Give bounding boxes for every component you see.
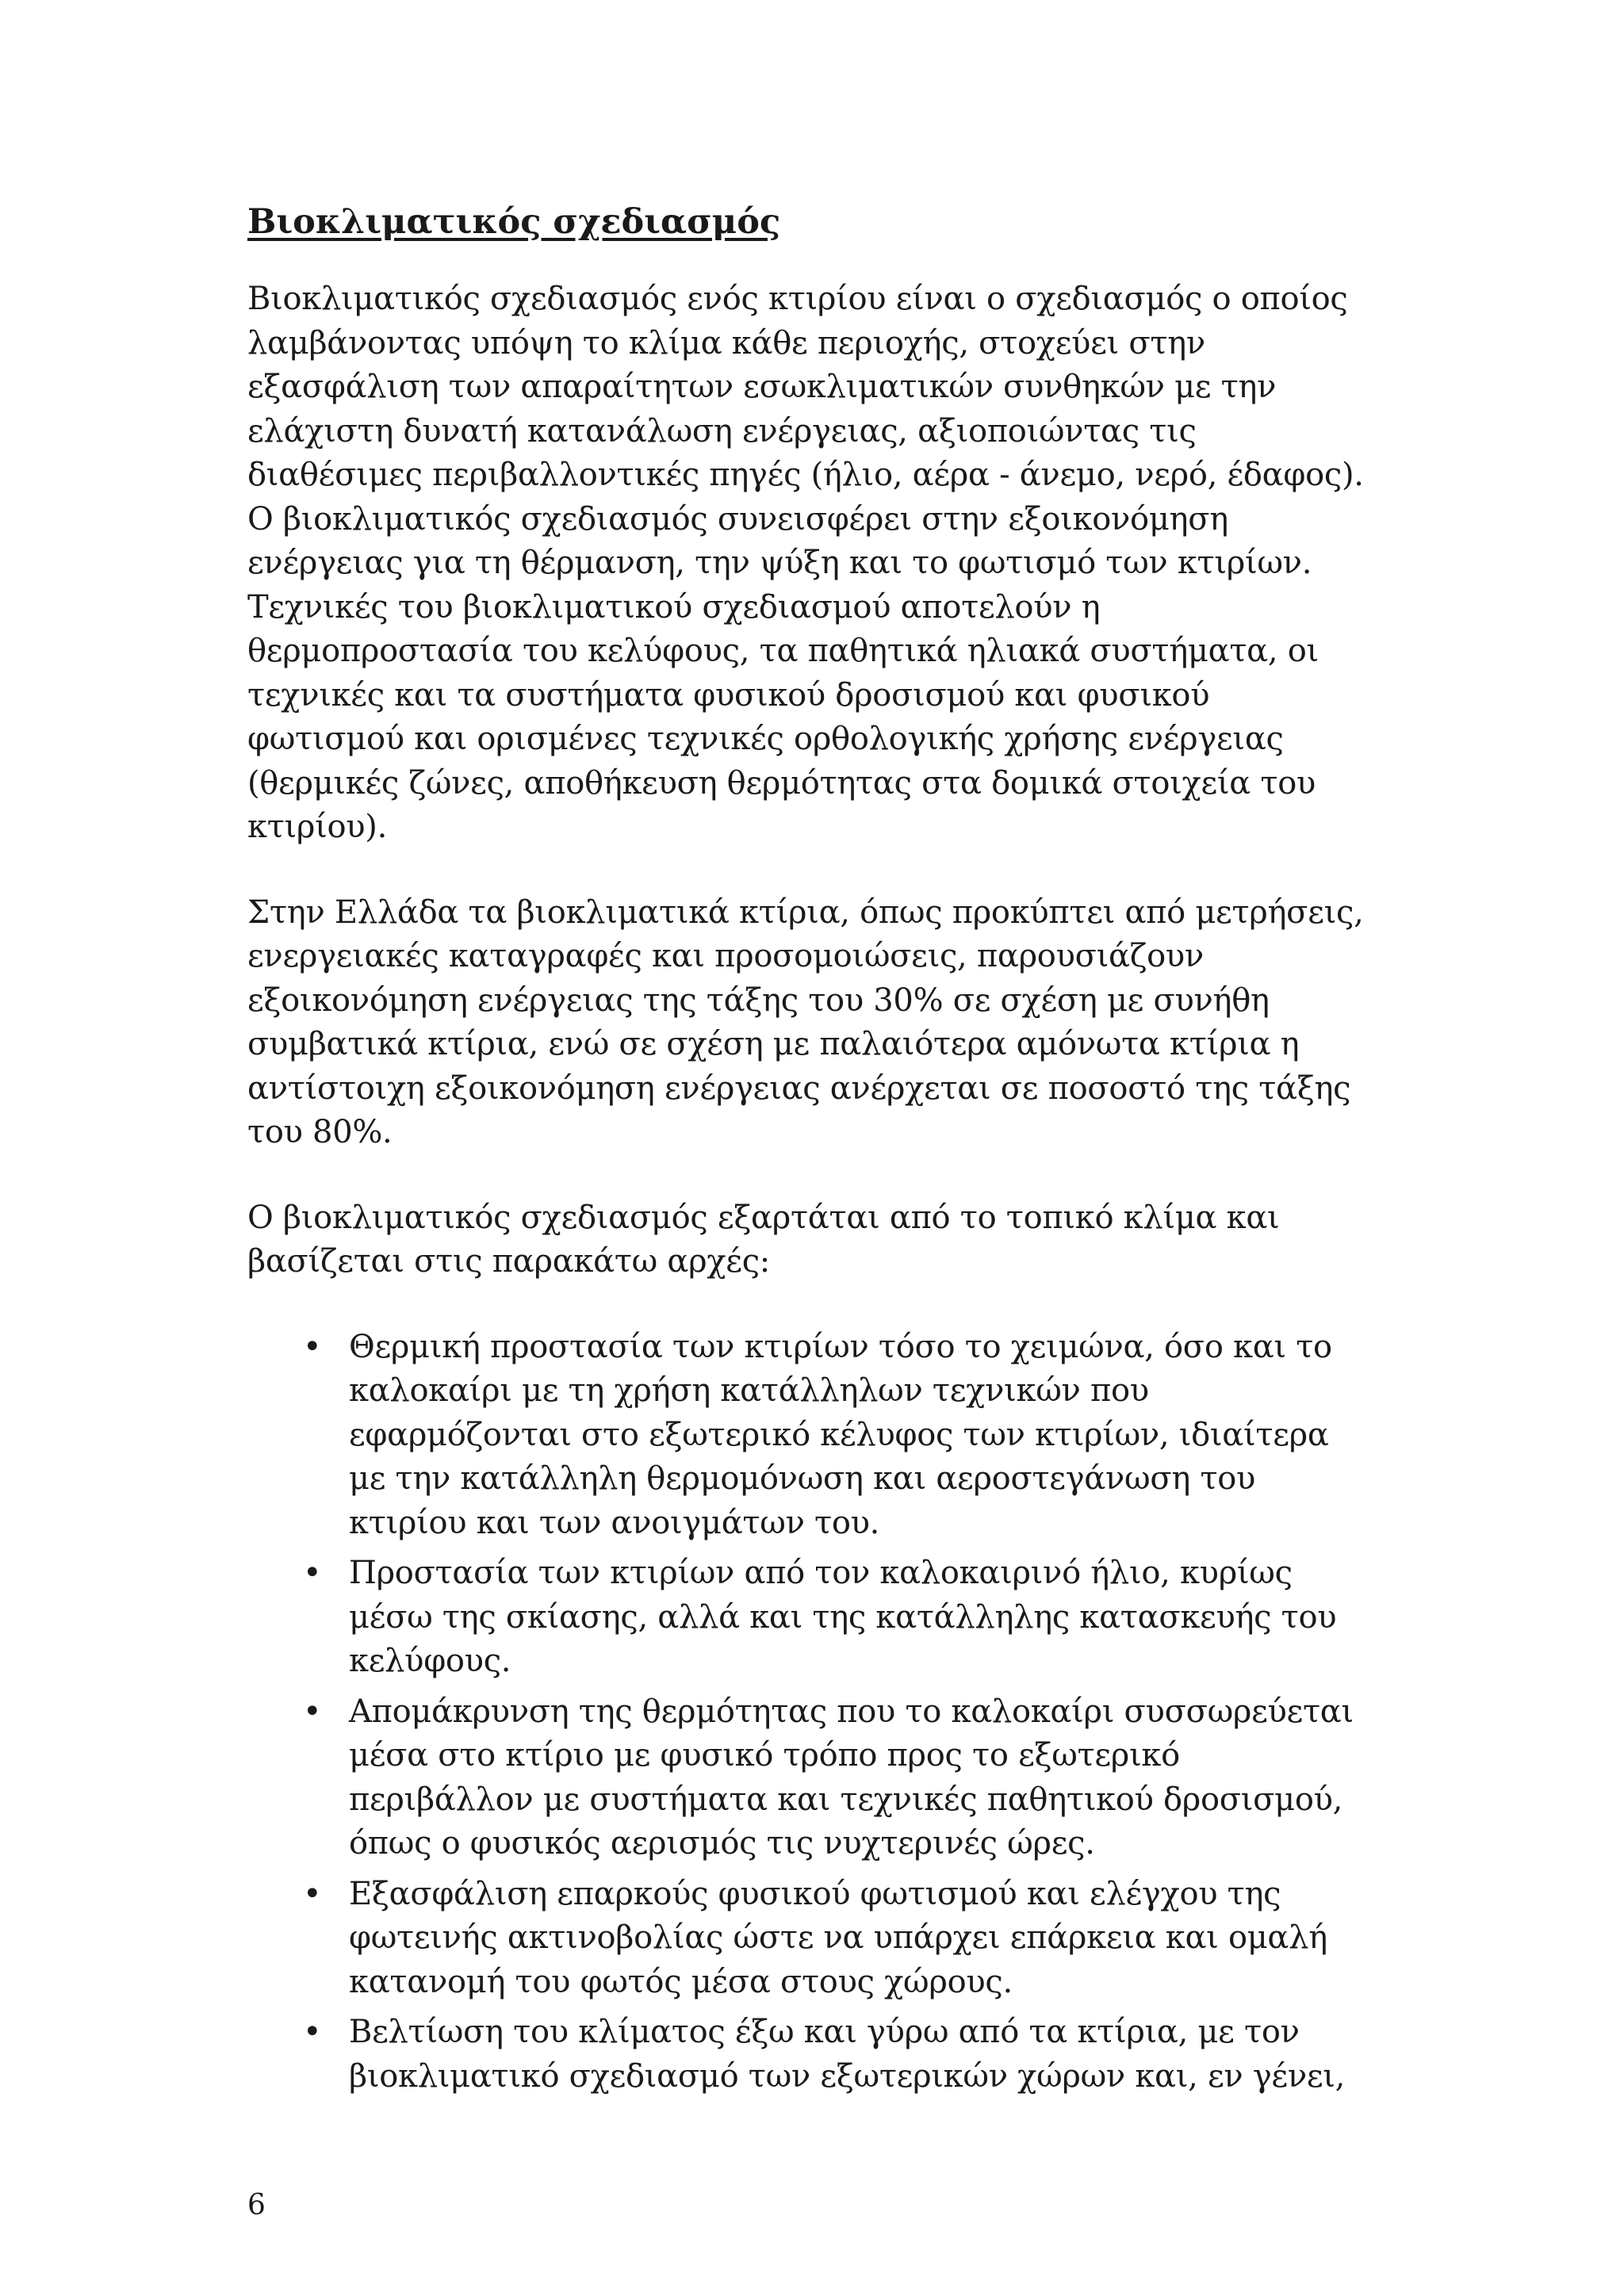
list-item-text: Προστασία των κτιρίων από τον καλοκαιρινό ήλιο, κυρίως μέσω της σκίασης, αλλά και της κατάλληλης κατασκευής του κελύφους. [349, 1555, 1337, 1679]
list-item-text: Απομάκρυνση της θερμότητας που το καλοκαίρι συσσωρεύεται μέσα στο κτίριο με φυσικό τρόπο προς το εξωτερικό περιβάλλον με συστήματα και τεχνικές παθητικού δροσισμού, όπως ο φυσικός αερισμός τις νυχτερινές ώρες. [349, 1693, 1354, 1862]
paragraph-definition: Βιοκλιματικός σχεδιασμός ενός κτιρίου είναι ο σχεδιασμός ο οποίος λαμβάνοντας υπόψη το κλίμα κάθε περιοχής, στοχεύει στην εξασφάλιση των απαραίτητων εσωκλιματικών συνθηκών με την ελάχιστη δυνατή κατανάλωση ενέργειας, αξιοποιώντας τις διαθέσιμες περιβαλλοντικές πηγές (ήλιο, αέρα - άνεμο, νερό, έδαφος). Ο βιοκλιματικός σχεδιασμός συνεισφέρει στην εξοικονόμηση ενέργειας για τη θέρμανση, την ψύξη και το φωτισμό των κτιρίων. Τεχνικές του βιοκλιματικού σχεδιασμού αποτελούν η θερμοπροστασία του κελύφους, τα παθητικά ηλιακά συστήματα, οι τεχνικές και τα συστήματα φυσικού δροσισμού και φυσικού φωτισμού και ορισμένες τεχνικές ορθολογικής χρήσης ενέργειας (θερμικές ζώνες, αποθήκευση θερμότητας στα δομικά στοιχεία του κτιρίου). [247, 281, 1364, 845]
list-item-text: Βελτίωση του κλίματος έξω και γύρω από τα κτίρια, με τον βιοκλιματικό σχεδιασμό των εξωτερικών χώρων και, εν γένει, [349, 2014, 1346, 2095]
section-heading: Βιοκλιματικός σχεδιασμός [247, 202, 781, 242]
list-item-text: Θερμική προστασία των κτιρίων τόσο το χειμώνα, όσο και το καλοκαίρι με τη χρήση κατάλληλων τεχνικών που εφαρμόζονται στο εξωτερικό κέλυφος των κτιρίων, ιδιαίτερα με την κατάλληλη θερμομόνωση και αεροστεγάνωση του κτιρίου και των ανοιγμάτων του. [349, 1328, 1332, 1541]
list-item [247, 2011, 1373, 2099]
list-item [247, 1326, 1373, 1546]
bullet-icon: • [303, 1693, 322, 1730]
paragraph-greece-savings: Στην Ελλάδα τα βιοκλιματικά κτίρια, όπως προκύπτει από μετρήσεις, ενεργειακές καταγραφές και προσομοιώσεις, παρουσιάζουν εξοικονόμηση ενέργειας της τάξης του 30% σε σχέση με συνήθη συμβατικά κτίρια, ενώ σε σχέση με παλαιότερα αμόνωτα κτίρια η αντίστοιχη εξοικονόμηση ενέργειας ανέρχεται σε ποσοστό της τάξης του 80%. [247, 894, 1364, 1150]
page-number: 6 [247, 2189, 266, 2221]
bullet-icon: • [303, 2014, 322, 2050]
list-item [247, 1690, 1373, 1866]
paragraph-principles-intro: Ο βιοκλιματικός σχεδιασμός εξαρτάται από το τοπικό κλίμα και βασίζεται στις παρακάτω αρχές: [247, 1199, 1280, 1280]
page-content [247, 198, 1373, 2105]
bullet-icon: • [303, 1328, 322, 1365]
principles-list [247, 1326, 1373, 2099]
list-item-text: Εξασφάλιση επαρκούς φυσικού φωτισμού και ελέγχου της φωτεινής ακτινοβολίας ώστε να υπάρχει επάρκεια και ομαλή κατανομή του φωτός μέσα στους χώρους. [349, 1875, 1327, 2000]
list-item [247, 1873, 1373, 2005]
bullet-icon: • [303, 1875, 322, 1912]
bullet-icon: • [303, 1555, 322, 1591]
list-item [247, 1552, 1373, 1684]
